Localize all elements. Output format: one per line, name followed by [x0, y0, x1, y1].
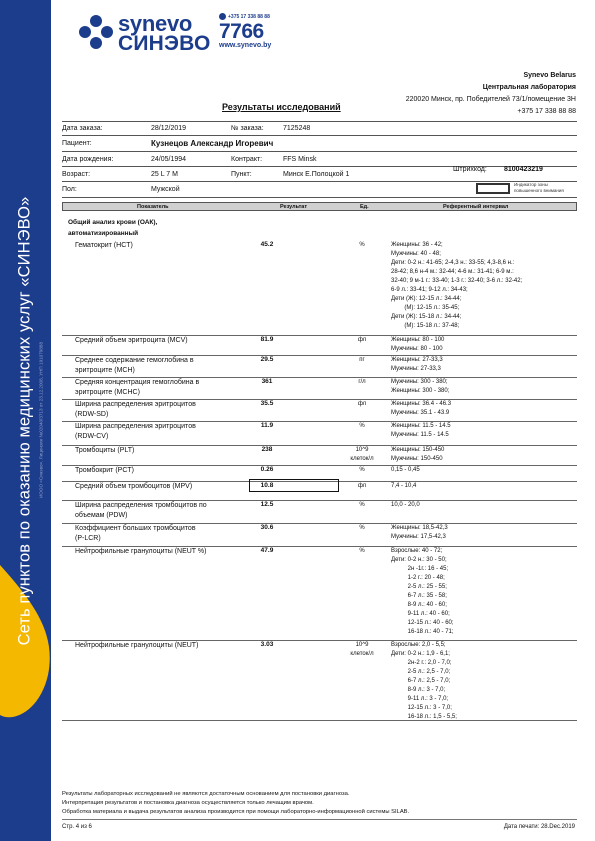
row-unit: фл: [357, 337, 367, 343]
brand-name-cyrillic: СИНЭВО: [118, 32, 211, 55]
row-result-value: 81.9: [260, 336, 274, 343]
barcode-number: 8100423219: [504, 166, 543, 173]
row-reference-range: Женщины: 36.4 - 46.3 Мужчины: 35.1 - 43.9: [391, 401, 452, 416]
lab-info: [406, 70, 576, 118]
row-parameter-name: Средняя концентрация гемоглобина в эритроците (MCHC): [75, 379, 200, 396]
row-parameter-name: Среднее содержание гемоглобина в эритроците (MCH): [75, 357, 194, 374]
row-parameter-name: Средний объем эритроцита (MCV): [75, 337, 188, 344]
order-number: 7125248: [283, 125, 311, 132]
row-reference-range: Женщины: 36 - 42; Мужчины: 40 - 48; Дети: 0-2 н.: 41-65; 2-4,3 н.: 33-55; 4,3-8,6 н.: 28-42; 8,6 н-4 м.: 32-44; 4-6 м.: 31-41; 6-9 м.: 32-40; 9 м-1 г.: 33-40; 1-3 г.: 32-40; 3-6 л.: 32-42; 6-9 л.: 33-41; 9-12 л.: 34-43; Дети (Ж): 12-15 л.: 34-44; (М): 12-15 л.: 35-45; Дети (Ж): 15-18 л.: 34-44; (М): 15-18 л.: 37-48;: [391, 242, 523, 329]
footer-divider: [62, 819, 577, 820]
table-row: [62, 482, 577, 501]
table-row: [62, 641, 577, 721]
row-reference-range: Взрослые: 40 - 72; Дети: 0-2 н.: 30 - 50; 2н -1г.: 16 - 45; 1-2 г.: 20 - 48; 2-5 л.: 25 - 55; 6-7 л.: 35 - 58; 8-9 л.: 40 - 60; 9-11 л.: 40 - 60; 12-15 л.: 40 - 60; 16-18 л.: 40 - 71;: [391, 548, 454, 635]
footer-line: Результаты лабораторных исследований не являются достаточным основанием для постановки диагноза.: [62, 791, 350, 797]
row-unit: %: [359, 423, 365, 429]
footer-line: Обработка материала и выдача результатов анализа производится при помощи лабораторно-информационной системы SILAB.: [62, 809, 410, 815]
row-result-value: 47.9: [260, 547, 274, 554]
row-reference-range: Женщины: 11.5 - 14.5 Мужчины: 11.5 - 14.5: [391, 423, 451, 438]
footer-line: Интерпретация результатов и постановка диагноза осуществляется только лечащим врачом.: [62, 800, 314, 806]
order-number-label: № заказа:: [231, 125, 264, 132]
row-result-value: 29.5: [260, 356, 274, 363]
footer-disclaimer: [62, 790, 409, 817]
sidebar-banner: [0, 0, 51, 841]
row-reference-range: Мужчины: 300 - 380; Женщины: 300 - 380;: [391, 379, 450, 394]
dob: 24/05/1994: [151, 156, 187, 163]
barcode-label: Штрихкод:: [453, 166, 487, 173]
row-parameter-name: Ширина распределения эритроцитов (RDW-CV): [75, 423, 196, 440]
table-row: [62, 356, 577, 378]
page-number: Стр. 4 из 6: [62, 824, 92, 830]
collection-point: Минск Е.Полоцкой 1: [283, 171, 350, 178]
row-reference-range: Женщины: 18,5-42,3 Мужчины: 17,5-42,3: [391, 525, 448, 540]
attention-indicator-label: Индикатор зоны повышенного внимания: [514, 182, 564, 193]
table-row: [62, 446, 577, 466]
table-row: [62, 241, 577, 336]
row-result-value: 30.6: [260, 524, 274, 531]
age-label: Возраст:: [62, 171, 91, 178]
row-result-value: 12.5: [260, 501, 274, 508]
row-result-value: 3.03: [260, 641, 274, 648]
test-group-title-line1: Общий анализ крови (ОАК),: [68, 219, 158, 226]
row-parameter-name: Ширина распределения тромбоцитов по объемам (PDW): [75, 502, 207, 519]
divider: [62, 151, 577, 152]
divider: [62, 135, 577, 136]
row-unit: %: [359, 242, 365, 248]
age: 25 L 7 M: [151, 171, 178, 178]
row-parameter-name: Гематокрит (HCT): [75, 242, 133, 249]
row-reference-range: Женщины: 27-33,3 Мужчины: 27-33,3: [391, 357, 443, 372]
row-reference-range: 7,4 - 10,4: [391, 483, 417, 489]
row-result-value: 238: [261, 446, 273, 453]
synevo-flower-icon: [78, 14, 114, 50]
row-unit: 10^9 клеток/л: [350, 447, 374, 462]
row-parameter-name: Тромбоциты (PLT): [75, 447, 135, 454]
row-result-value: 361: [261, 378, 273, 385]
contractor: FFS Minsk: [283, 156, 317, 163]
table-row: [62, 524, 577, 547]
row-parameter-name: Нейтрофильные гранулоциты (NEUT): [75, 642, 199, 649]
order-date: 28/12/2019: [151, 125, 187, 132]
table-row: [62, 422, 577, 446]
header-logo: [78, 11, 308, 56]
divider: [62, 121, 577, 122]
divider: [62, 166, 577, 167]
row-result-value: 11.9: [260, 422, 274, 429]
row-unit: фл: [357, 483, 367, 489]
row-reference-range: Женщины: 150-450 Мужчины: 150-450: [391, 447, 445, 462]
row-result-value: 10.8: [260, 482, 274, 489]
table-row: [62, 378, 577, 400]
test-group-title: [68, 217, 157, 239]
row-unit: %: [359, 502, 365, 508]
phone-icon: [219, 13, 226, 20]
divider: [62, 181, 577, 182]
row-result-value: 0.26: [260, 466, 274, 473]
row-unit: г/л: [358, 379, 366, 385]
point-label: Пункт:: [231, 171, 252, 178]
col-header-unit: Ед.: [360, 204, 369, 210]
row-divider: [62, 720, 577, 721]
divider: [62, 197, 577, 198]
contractor-label: Контракт:: [231, 156, 263, 163]
patient-name: Кузнецов Александр Игоревич: [151, 139, 274, 148]
row-unit: %: [359, 467, 365, 473]
row-reference-range: 0,15 - 0,45: [391, 467, 420, 473]
patient-label: Пациент:: [62, 140, 92, 147]
print-date: Дата печати: 28.Dec.2019: [503, 824, 575, 830]
phone-short-number: 7766: [219, 20, 264, 43]
test-group-title-line2: автоматизированный: [68, 230, 139, 237]
row-result-value: 35.5: [260, 400, 274, 407]
row-reference-range: Взрослые: 2,0 - 5,5; Дети: 0-2 н.: 1,9 - 6,1; 2н-2 г.: 2,0 - 7,0; 2-5 л.: 2,5 - 7,0; 6-7 л.: 2,5 - 7,0; 8-9 л.: 3 - 7,0; 9-11 л.: 3 - 7,0; 12-15 л.: 3 - 7,0; 16-18 л.: 1,5 - 5,5;: [391, 642, 457, 720]
row-parameter-name: Нейтрофильные гранулоциты (NEUT %): [75, 548, 207, 555]
row-result-value: 45.2: [260, 241, 274, 248]
table-row: [62, 547, 577, 641]
table-row: [62, 501, 577, 524]
row-unit: %: [359, 548, 365, 554]
row-unit: 10^9 клеток/л: [350, 642, 374, 657]
row-reference-range: 10,0 - 20,0: [391, 502, 420, 508]
row-parameter-name: Ширина распределения эритроцитов (RDW-SD): [75, 401, 196, 418]
sidebar-vertical-text: Сеть пунктов по оказанию медицинских услуг «СИНЭВО»: [15, 196, 34, 646]
brand-name-latin: synevo: [118, 11, 193, 36]
row-parameter-name: Тромбокрит (PCT): [75, 467, 134, 474]
order-date-label: Дата заказа:: [62, 125, 103, 132]
lab-phone: +375 17 338 88 88: [517, 108, 576, 115]
lab-name: Центральная лаборатория: [482, 84, 576, 91]
attention-indicator-box: [476, 183, 510, 194]
row-unit: фл: [357, 401, 367, 407]
lab-company: Synevo Belarus: [523, 72, 576, 79]
sex-label: Пол:: [62, 186, 77, 193]
col-header-parameter: Показатель: [137, 204, 169, 210]
table-row: [62, 336, 577, 356]
row-unit: %: [359, 525, 365, 531]
sex: Мужской: [151, 186, 180, 193]
col-header-result: Результат: [280, 204, 308, 210]
row-parameter-name: Средний объем тромбоцитов (MPV): [75, 483, 193, 490]
row-unit: пг: [359, 357, 365, 363]
lab-address: 220020 Минск, пр. Победителей 73/1/помещение 3Н: [405, 96, 576, 103]
dob-label: Дата рождения:: [62, 156, 114, 163]
website-link[interactable]: www.synevo.by: [219, 42, 272, 49]
row-parameter-name: Коэффициент больших тромбоцитов (P-LCR): [75, 525, 196, 542]
sidebar-license-text: ИООО «Синэво». Лицензия №02040/3713 от 23.12.2008, УНП 191079888: [38, 341, 44, 499]
row-reference-range: Женщины: 80 - 100 Мужчины: 80 - 100: [391, 337, 445, 352]
table-row: [62, 400, 577, 422]
col-header-reference: Референтный интервал: [443, 204, 509, 210]
page-title: Результаты исследований: [222, 102, 341, 112]
phone-number-small: +375 17 338 88 88: [228, 14, 270, 20]
results-table-header: [62, 202, 577, 211]
